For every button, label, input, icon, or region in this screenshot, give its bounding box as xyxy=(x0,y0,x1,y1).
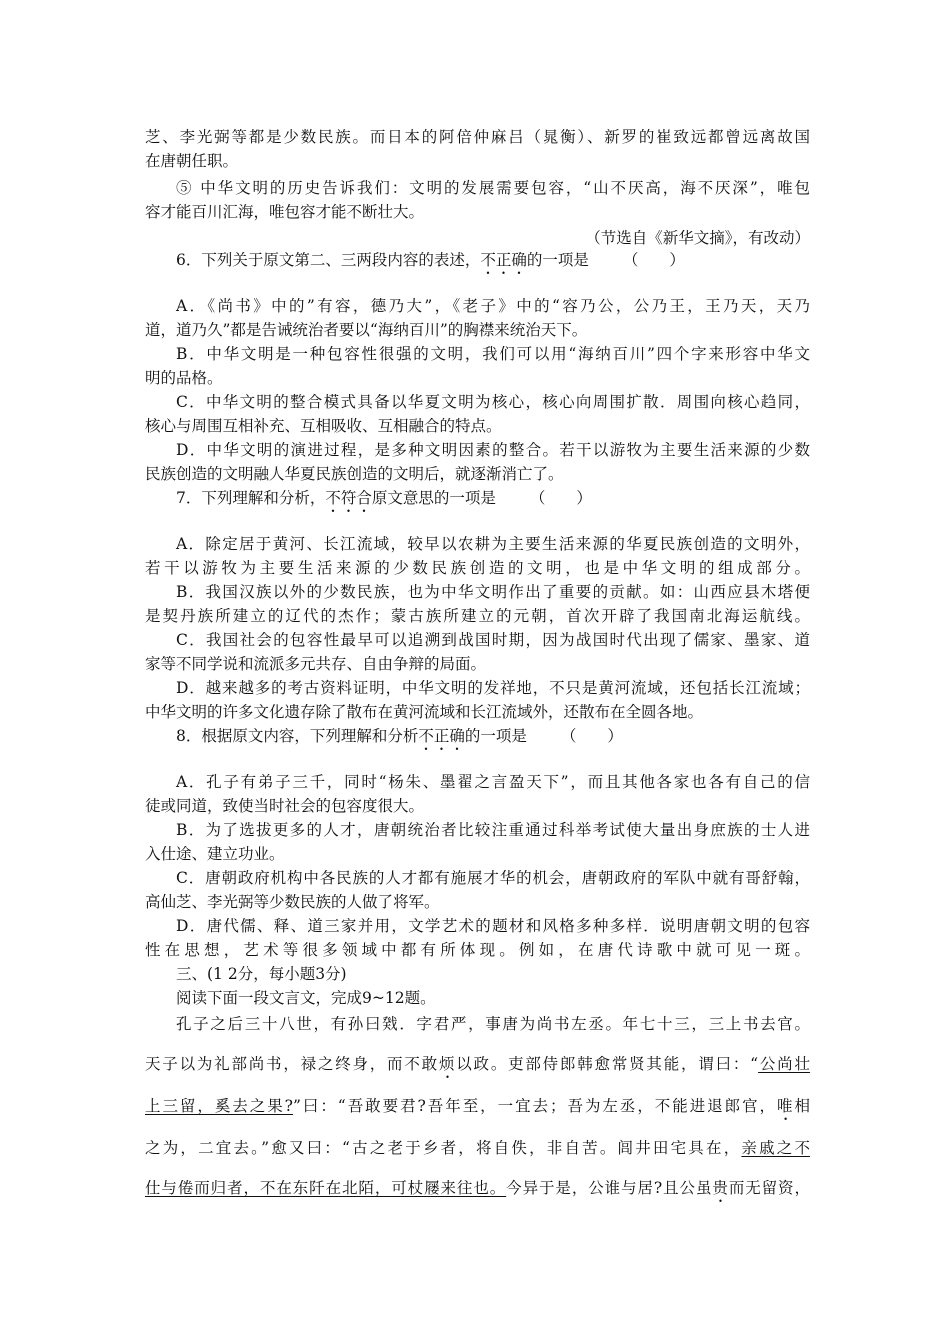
classical-line: 仕与倦而归者，不在东阡在北陌，可杖屦来往也。今异于是，公谁与居?且公虽贵而无留资， xyxy=(145,1179,810,1197)
passage-source: （节选自《新华文摘》，有改动） xyxy=(585,229,810,247)
underlined-sentence: 公尚壮 xyxy=(758,1055,810,1073)
classical-line: 孔子之后三十八世，有孙曰戣．字君严，事唐为尚书左丞。年七十三，三上书去官。 xyxy=(176,1015,810,1033)
classical-line: 上三留，奚去之果?”曰：“吾敢要君?吾年至，一宜去；吾为左丞，不能进退郎官，唯相 xyxy=(145,1097,810,1115)
answer-blank: （ ） xyxy=(560,727,623,745)
question-6-option-d: D．中华文明的演进过程，是多种文明因素的整合。若干以游牧为主要生活来源的少数 xyxy=(176,441,810,459)
emphasis-not-correct: 不正确 xyxy=(418,727,465,745)
question-8-option-b-cont: 入仕途、建立功业。 xyxy=(145,845,285,863)
question-7-option-c: C．我国社会的包容性最早可以追溯到战国时期，因为战国时代出现了儒家、墨家、道 xyxy=(176,631,810,649)
emphasis-word: 唯 xyxy=(777,1097,795,1115)
question-6-option-b: B．中华文明是一种包容性很强的文明，我们可以用“海纳百川”四个字来形容中华文 xyxy=(176,345,810,363)
question-7-option-a-cont: 若干以游牧为主要生活来源的少数民族创造的文明，也是中华文明的组成部分。 xyxy=(145,559,810,577)
question-7-option-c-cont: 家等不同学说和流派多元共存、自由争辩的局面。 xyxy=(145,655,487,673)
emphasis-not-conform: 不符合 xyxy=(325,489,372,507)
classical-line: 之为，二宜去。”愈又曰：“古之老于乡者，将自佚，非自苦。闾井田宅具在，亲戚之不 xyxy=(145,1139,810,1157)
question-6-option-a: A．《尚书》中的”有容，德乃大”，《老子》中的“容乃公，公乃王，王乃天，天乃 xyxy=(176,297,810,315)
question-8-stem: 8．根据原文内容，下列理解和分析不正确的一项是 （ ） xyxy=(176,727,623,745)
emphasis-word: 烦 xyxy=(438,1055,457,1073)
question-8-option-c: C．唐朝政府机构中各民族的人才都有施展才华的机会，唐朝政府的军队中就有哥舒翰， xyxy=(176,869,810,887)
question-8-option-a-cont: 徒或同道，致使当时社会的包容度很大。 xyxy=(145,797,425,815)
classical-line: 天子以为礼部尚书，禄之终身，而不敢烦以政。吏部侍郎韩愈常贤其能，谓曰：“公尚壮 xyxy=(145,1055,810,1073)
emphasis-word: 贵 xyxy=(712,1179,729,1197)
underlined-sentence: 仕与倦而归者，不在东阡在北陌，可杖屦来往也。 xyxy=(145,1179,507,1197)
section-instruction: 阅读下面一段文言文，完成9~12题。 xyxy=(176,989,436,1007)
question-7-option-a: A．除定居于黄河、长江流域，较早以农耕为主要生活来源的华夏民族创造的文明外， xyxy=(176,535,810,553)
question-8-option-a: A．孔子有弟子三千，同时“杨朱、墨翟之言盈天下”，而且其他各家也各有自己的信 xyxy=(176,773,810,791)
underlined-sentence: 上三留，奚去之果? xyxy=(145,1097,293,1115)
emphasis-not-correct: 不正确 xyxy=(480,251,527,269)
question-7-option-d-cont: 中华文明的许多文化遗存除了散布在黄河流域和长江流域外，还散布在全圆各地。 xyxy=(145,703,704,721)
question-6-stem: 6．下列关于原文第二、三两段内容的表述，不正确的一项是 （ ） xyxy=(176,251,685,269)
question-6-option-b-cont: 明的品格。 xyxy=(145,369,223,387)
question-7-option-b-cont: 是契丹族所建立的辽代的杰作；蒙古族所建立的元朝，首次开辟了我国南北海运航线。 xyxy=(145,607,810,625)
question-6-option-d-cont: 民族创造的文明融人华夏民族创造的文明后，就逐渐消亡了。 xyxy=(145,465,564,483)
underlined-sentence: 亲戚之不 xyxy=(741,1139,810,1157)
section-heading: 三、(1 2分，每小题3分) xyxy=(176,965,347,983)
passage-line: 容才能百川汇海，唯包容才能不断壮大。 xyxy=(145,203,425,221)
question-8-option-c-cont: 高仙芝、李光弼等少数民族的人做了将军。 xyxy=(145,893,440,911)
passage-line: 芝、李光弼等都是少数民族。而日本的阿倍仲麻吕（晁衡）、新罗的崔致远都曾远离故国 xyxy=(145,128,810,146)
question-6-option-c-cont: 核心与周围互相补充、互相吸收、互相融合的特点。 xyxy=(145,417,502,435)
passage-paragraph-5: ⑤ 中华文明的历史告诉我们：文明的发展需要包容，“山不厌高，海不厌深”，唯包 xyxy=(176,179,810,197)
passage-line: 在唐朝任职。 xyxy=(145,152,239,170)
question-8-option-d: D．唐代儒、释、道三家并用，文学艺术的题材和风格多种多样．说明唐朝文明的包容 xyxy=(176,917,810,935)
question-7-stem: 7．下列理解和分析，不符合原文意思的一项是 （ ） xyxy=(176,489,592,507)
question-7-option-b: B．我国汉族以外的少数民族，也为中华文明作出了重要的贡献。如：山西应县木塔便 xyxy=(176,583,810,601)
question-7-option-d: D．越来越多的考古资料证明，中华文明的发祥地，不只是黄河流域，还包括长江流域； xyxy=(176,679,810,697)
question-6-option-a-cont: 道，道乃久”都是告诫统治者要以“海纳百川”的胸襟来统治天下。 xyxy=(145,321,588,339)
answer-blank: （ ） xyxy=(529,489,592,507)
answer-blank: （ ） xyxy=(622,251,685,269)
question-8-option-d-cont: 性在思想，艺术等很多领域中都有所体现。例如，在唐代诗歌中就可见一斑。 xyxy=(145,941,810,959)
question-8-option-b: B．为了选拔更多的人才，唐朝统治者比较注重通过科举考试使大量出身庶族的士人进 xyxy=(176,821,810,839)
question-6-option-c: C．中华文明的整合模式具备以华夏文明为核心，核心向周围扩散．周围向核心趋同， xyxy=(176,393,810,411)
